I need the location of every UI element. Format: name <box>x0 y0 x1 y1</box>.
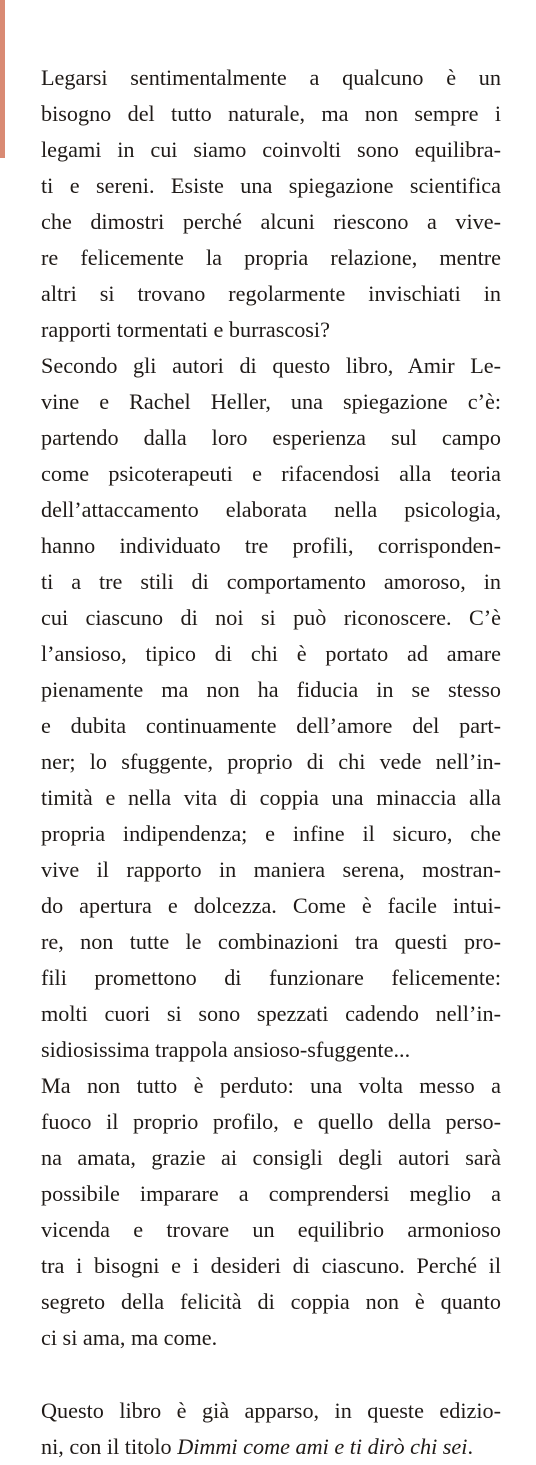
text-line: fili promettono di funzionare felicemente: <box>41 965 501 990</box>
text-line: segreto della felicità di coppia non è quanto <box>41 1289 501 1314</box>
text-line: l’ansioso, tipico di chi è portato ad amare <box>41 641 501 666</box>
paragraph-spacer <box>41 1356 501 1393</box>
text-line: vine e Rachel Heller, una spiegazione c’è: <box>41 389 501 414</box>
text-line: do apertura e dolcezza. Come è facile intui- <box>41 893 501 918</box>
text-line: Ma non tutto è perduto: una volta messo a <box>41 1073 501 1098</box>
text-line: ti a tre stili di comportamento amoroso, in <box>41 569 501 594</box>
text-line: fuoco il proprio profilo, e quello della perso- <box>41 1109 501 1134</box>
text-line: ci si ama, ma come. <box>41 1325 218 1350</box>
text-line: legami in cui siamo coinvolti sono equilibra- <box>41 137 501 162</box>
text-line <box>41 1429 501 1465</box>
text-line: cui ciascuno di noi si può riconoscere. C’è <box>41 605 501 630</box>
text-line: partendo dalla loro esperienza sul campo <box>41 425 501 450</box>
edition-note <box>41 1393 501 1465</box>
note-prefix: ni, con il titolo <box>41 1434 178 1459</box>
text-line: bisogno del tutto naturale, ma non sempre i <box>41 101 501 126</box>
text-line: tra i bisogni e i desideri di ciascuno. Perché il <box>41 1253 501 1278</box>
text-line: come psicoterapeuti e rifacendosi alla teoria <box>41 461 501 486</box>
text-line: propria indipendenza; e infine il sicuro, che <box>41 821 501 846</box>
paragraph-conclusion <box>41 1068 501 1356</box>
note-suffix: . <box>467 1434 473 1459</box>
text-line: e dubita continuamente dell’amore del part- <box>41 713 501 738</box>
text-line: vive il rapporto in maniera serena, mostran- <box>41 857 501 882</box>
text-line: Questo libro è già apparso, in queste edizio- <box>41 1398 501 1423</box>
back-cover-blurb <box>41 60 501 1465</box>
text-line: possibile imparare a comprendersi meglio a <box>41 1181 501 1206</box>
text-line: rapporti tormentati e burrascosi? <box>41 317 330 342</box>
text-line: che dimostri perché alcuni riescono a vive- <box>41 209 501 234</box>
text-line: dell’attaccamento elaborata nella psicologia, <box>41 497 501 522</box>
text-line: re felicemente la propria relazione, mentre <box>41 245 501 270</box>
paragraph-profiles <box>41 348 501 1068</box>
text-line: Legarsi sentimentalmente a qualcuno è un <box>41 65 501 90</box>
page-edge-mark <box>0 0 5 158</box>
previous-title: Dimmi come ami e ti dirò chi sei <box>177 1434 468 1459</box>
text-line: na amata, grazie ai consigli degli autori sarà <box>41 1145 501 1170</box>
text-line: vicenda e trovare un equilibrio armonioso <box>41 1217 501 1242</box>
text-line: sidiosissima trappola ansioso-sfuggente... <box>41 1037 411 1062</box>
paragraph-intro <box>41 60 501 348</box>
text-line: hanno individuato tre profili, corrisponden- <box>41 533 501 558</box>
text-line: Secondo gli autori di questo libro, Amir Le- <box>41 353 501 378</box>
text-line: molti cuori si sono spezzati cadendo nell’in- <box>41 1001 501 1026</box>
text-line: ti e sereni. Esiste una spiegazione scientifica <box>41 173 501 198</box>
text-line: re, non tutte le combinazioni tra questi pro- <box>41 929 501 954</box>
text-line: timità e nella vita di coppia una minaccia alla <box>41 785 501 810</box>
text-line: pienamente ma non ha fiducia in se stesso <box>41 677 501 702</box>
text-line: ner; lo sfuggente, proprio di chi vede nell’in- <box>41 749 501 774</box>
text-line: altri si trovano regolarmente invischiati in <box>41 281 501 306</box>
